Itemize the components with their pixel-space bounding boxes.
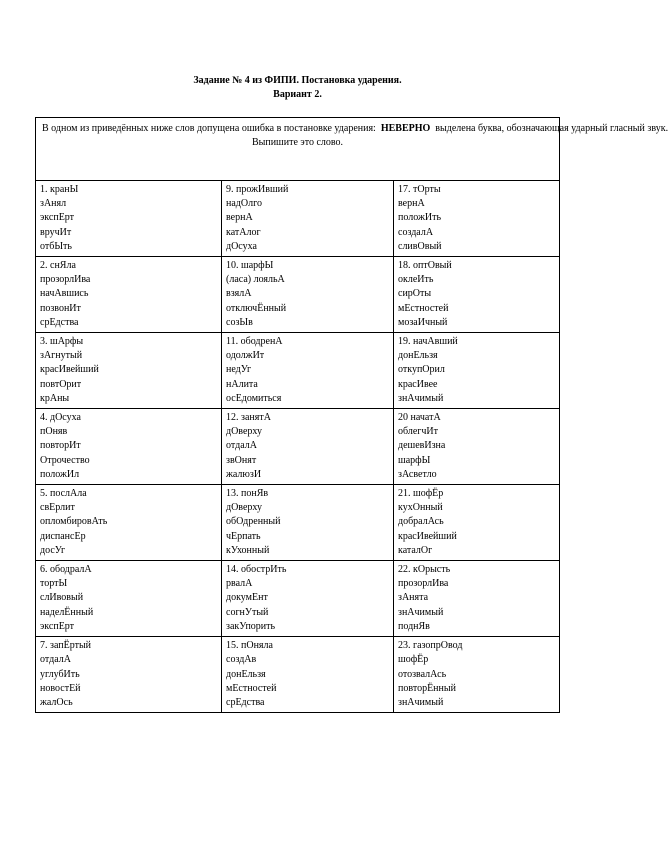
- word-row: [36, 333, 560, 409]
- word-group-heading: 19. начАвший: [398, 336, 458, 348]
- word-item: докумЕнт: [226, 592, 268, 604]
- word-group-heading: 20 начатА: [398, 412, 441, 424]
- word-item: зАсветло: [398, 468, 437, 480]
- word-item: повтОрит: [40, 378, 82, 390]
- word-item: согнУтый: [226, 606, 269, 618]
- word-item: поднЯв: [398, 620, 430, 632]
- word-group-cell: [222, 637, 394, 713]
- word-item: сирОты: [398, 288, 432, 300]
- instruction-emphasis: НЕВЕРНО: [380, 123, 431, 134]
- word-item: взялА: [226, 288, 252, 300]
- word-item: одолжИт: [226, 350, 265, 362]
- word-item: пОняв: [40, 426, 68, 438]
- word-group-heading: 3. шАрфы: [40, 336, 84, 348]
- task-title: Задание № 4 из ФИПИ. Постановка ударения.: [193, 75, 402, 86]
- word-group-cell: [394, 409, 560, 485]
- word-item: повторИт: [40, 440, 81, 452]
- task-table-body: [36, 118, 668, 713]
- word-item: дОсуха: [226, 240, 257, 252]
- word-group-heading: 18. оптОвый: [398, 260, 452, 272]
- word-item: каталОг: [398, 544, 433, 556]
- word-item: донЕльзя: [226, 668, 266, 680]
- word-group-cell: [222, 333, 394, 409]
- word-item: отдалА: [226, 440, 257, 452]
- word-group-cell: [36, 637, 222, 713]
- word-item: крАны: [40, 392, 70, 404]
- word-item: жалОсь: [40, 696, 73, 708]
- word-item: звОнят: [226, 454, 257, 466]
- word-item: красИвее: [398, 378, 438, 390]
- word-group-heading: 12. занятА: [226, 412, 271, 424]
- word-item: чЕрпать: [226, 530, 261, 542]
- word-item: красИвейший: [398, 530, 457, 542]
- word-item: кухОнный: [398, 502, 443, 514]
- word-item: прозорлИва: [398, 578, 449, 590]
- word-item: мЕстностей: [226, 682, 277, 694]
- word-item: повторЁнный: [398, 682, 456, 694]
- word-group-cell: [394, 637, 560, 713]
- word-item: рвалА: [226, 578, 253, 590]
- instruction-cell: [36, 118, 668, 181]
- instruction-after: выделена буква, обозначающая ударный гласный звук.: [435, 123, 668, 134]
- word-row: [36, 485, 560, 561]
- word-row: [36, 409, 560, 485]
- word-group-cell: [36, 333, 222, 409]
- word-item: жалюзИ: [226, 468, 262, 480]
- word-item: недУг: [226, 364, 252, 376]
- word-item: экспЕрт: [40, 212, 75, 224]
- word-item: опломбировАть: [40, 516, 108, 528]
- word-item: срЕдства: [40, 316, 79, 328]
- word-item: облегчИт: [398, 426, 438, 438]
- word-item: зАнята: [398, 592, 429, 604]
- word-item: диспансЕр: [40, 530, 86, 542]
- word-item: отбЫть: [40, 240, 72, 252]
- word-item: начАвшись: [40, 288, 89, 300]
- word-item: досУг: [40, 544, 66, 556]
- word-group-cell: [394, 485, 560, 561]
- word-item: шофЁр: [398, 654, 429, 666]
- word-item: отключЁнный: [226, 302, 287, 314]
- word-group-cell: [36, 409, 222, 485]
- word-item: созЫв: [226, 316, 253, 328]
- word-item: создалА: [398, 226, 434, 238]
- word-group-heading: 5. послАла: [40, 488, 87, 500]
- word-item: свЕрлит: [40, 502, 75, 514]
- word-group-heading: 7. запЁртый: [40, 640, 92, 652]
- word-group-cell: [394, 257, 560, 333]
- word-group-heading: 11. ободренА: [226, 336, 283, 348]
- word-item: экспЕрт: [40, 620, 75, 632]
- word-item: вернА: [226, 212, 253, 224]
- word-item: донЕльзя: [398, 350, 438, 362]
- word-group-cell: [222, 181, 394, 257]
- word-group-heading: 4. дОсуха: [40, 412, 81, 424]
- word-group-cell: [222, 485, 394, 561]
- word-item: оклеИть: [398, 274, 434, 286]
- word-item: прозорлИва: [40, 274, 91, 286]
- word-item: сливОвый: [398, 240, 442, 252]
- word-group-cell: [222, 409, 394, 485]
- word-item: откупОрил: [398, 364, 445, 376]
- word-group-cell: [222, 257, 394, 333]
- instruction-write: Выпишите это слово.: [251, 137, 344, 149]
- word-group-heading: 9. прожИвший: [226, 184, 289, 195]
- word-item: создАв: [226, 654, 257, 666]
- word-item: вручИт: [40, 226, 72, 238]
- word-item: знАчимый: [398, 696, 444, 708]
- word-group-heading: 1. кранЫ: [40, 184, 79, 195]
- word-item: слИвовый: [40, 592, 84, 604]
- word-item: катАлог: [226, 226, 261, 238]
- task-table: [35, 117, 668, 713]
- word-group-heading: 22. кОрысть: [398, 564, 451, 576]
- word-row: [36, 181, 560, 257]
- word-item: осЕдомиться: [226, 392, 282, 404]
- word-item: мозаИчный: [398, 316, 448, 328]
- word-item: позвонИт: [40, 302, 81, 314]
- word-item: нАлита: [226, 378, 258, 390]
- instruction-row: [36, 118, 560, 181]
- word-item: красИвейший: [40, 364, 99, 376]
- word-item: мЕстностей: [398, 302, 449, 314]
- word-group-heading: 21. шофЁр: [398, 488, 444, 500]
- word-item: углубИть: [40, 668, 80, 680]
- word-row: [36, 637, 560, 713]
- word-row: [36, 257, 560, 333]
- word-item: надОлго: [226, 198, 262, 210]
- word-item: закУпорить: [226, 620, 276, 632]
- word-item: Отрочество: [40, 454, 90, 466]
- word-group-heading: 6. ободралА: [40, 564, 92, 576]
- page-header: [0, 74, 595, 102]
- word-item: положИть: [398, 212, 442, 224]
- word-item: обОдренный: [226, 516, 281, 528]
- word-item: дОверху: [226, 502, 263, 514]
- variant-label: Вариант 2.: [273, 89, 322, 100]
- word-item: положИл: [40, 468, 80, 480]
- word-item: новостЕй: [40, 682, 81, 694]
- word-item: отдалА: [40, 654, 71, 666]
- word-group-heading: 23. газопрОвод: [398, 640, 463, 652]
- word-item: наделЁнный: [40, 606, 94, 618]
- word-item: тортЫ: [40, 578, 68, 590]
- word-item: зАгнутый: [40, 350, 83, 362]
- word-group-cell: [36, 181, 222, 257]
- word-group-cell: [394, 181, 560, 257]
- word-item: срЕдства: [226, 696, 265, 708]
- word-group-heading: 13. понЯв: [226, 488, 269, 500]
- word-group-cell: [394, 561, 560, 637]
- word-group-heading: 17. тОрты: [398, 184, 441, 195]
- word-item: отозвалАсь: [398, 668, 447, 680]
- word-item: дОверху: [226, 426, 263, 438]
- word-row: [36, 561, 560, 637]
- word-group-heading: 10. шарфЫ: [226, 260, 274, 272]
- instruction-text: [42, 122, 668, 136]
- word-group-cell: [394, 333, 560, 409]
- word-item: знАчимый: [398, 606, 444, 618]
- word-item: шарфЫ: [398, 454, 431, 466]
- word-item: дешевИзна: [398, 440, 446, 452]
- word-group-cell: [222, 561, 394, 637]
- word-group-heading: 14. обострИть: [226, 564, 287, 576]
- word-item: кУхонный: [226, 544, 270, 556]
- word-group-cell: [36, 485, 222, 561]
- word-item: добралАсь: [398, 516, 444, 528]
- word-group-cell: [36, 257, 222, 333]
- word-item: знАчимый: [398, 392, 444, 404]
- word-item: зАнял: [40, 198, 67, 210]
- instruction-before: В одном из приведённых ниже слов допущена ошибка в постановке ударения:: [42, 123, 376, 134]
- word-group-heading: 15. пОняла: [226, 640, 273, 652]
- word-item: вернА: [398, 198, 425, 210]
- word-item: (ласа) лояльА: [226, 274, 285, 286]
- word-group-cell: [36, 561, 222, 637]
- word-group-heading: 2. снЯла: [40, 260, 76, 272]
